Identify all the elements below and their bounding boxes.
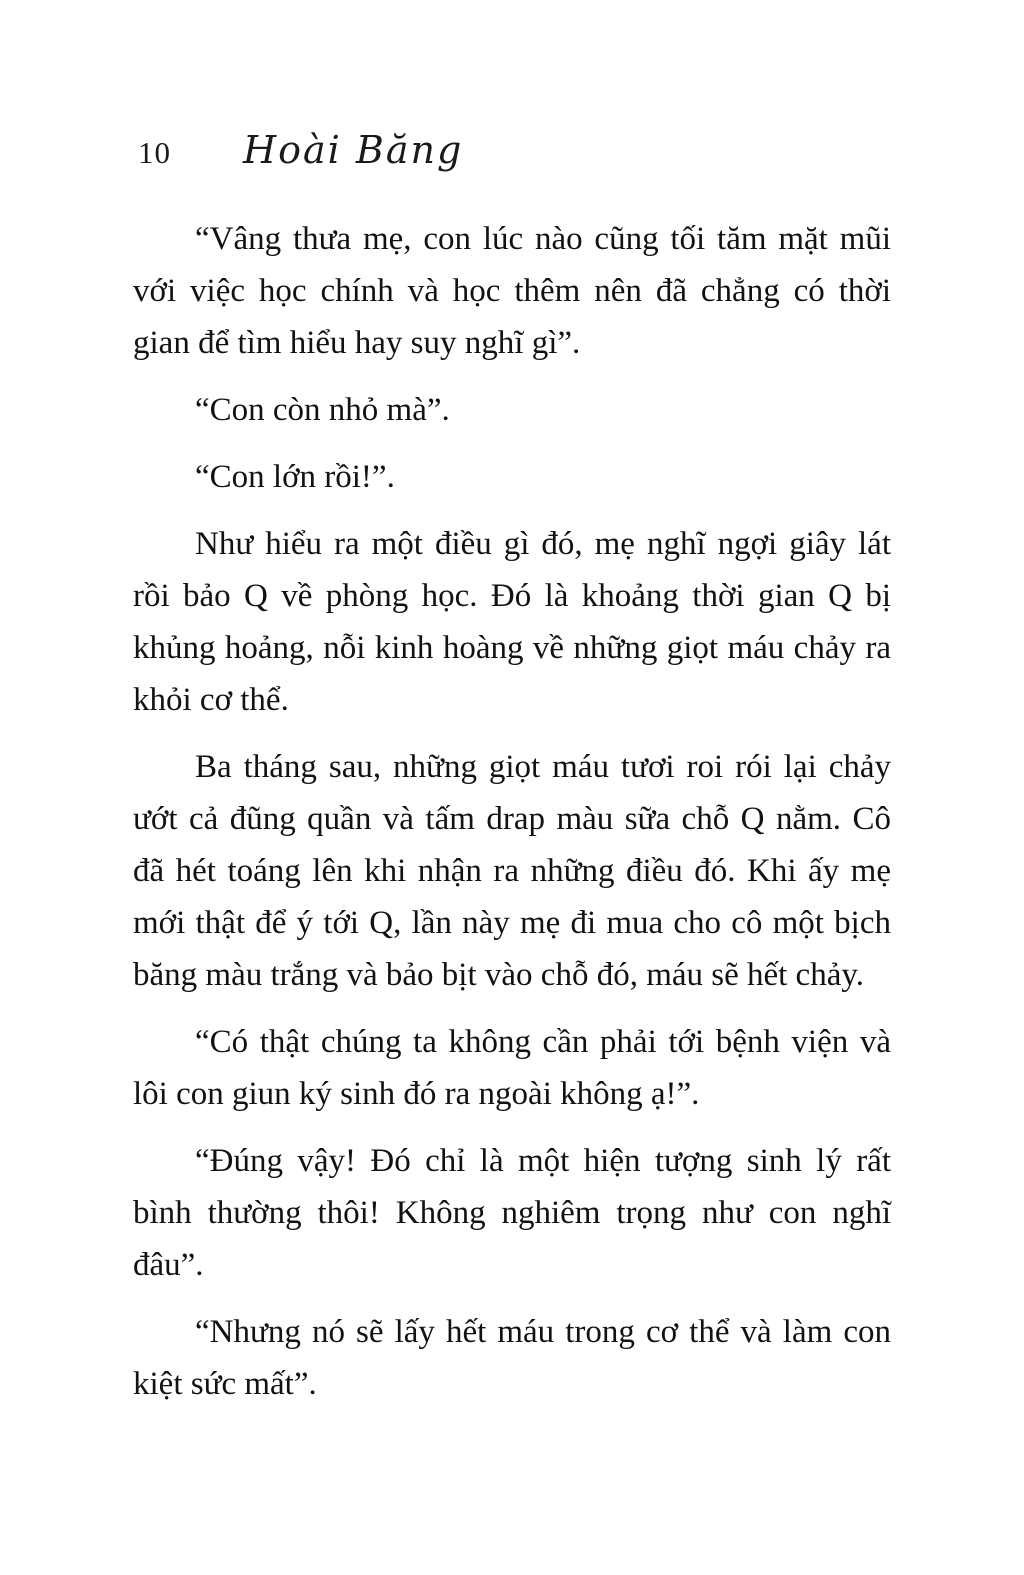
paragraph: “Có thật chúng ta không cần phải tới bệnh viện và lôi con giun ký sinh đó ra ngoài không ạ!”. [133, 1024, 891, 1112]
paragraph: Như hiểu ra một điều gì đó, mẹ nghĩ ngợi giây lát rồi bảo Q về phòng học. Đó là khoảng thời gian Q bị khủng hoảng, nỗi kinh hoàng về những giọt máu chảy ra khỏi cơ thể. [133, 526, 891, 718]
paragraph: “Nhưng nó sẽ lấy hết máu trong cơ thể và làm con kiệt sức mất”. [133, 1314, 891, 1402]
running-title: Hoài Băng [243, 128, 464, 172]
paragraph: Ba tháng sau, những giọt máu tươi roi rói lại chảy ướt cả đũng quần và tấm drap màu sữa chỗ Q nằm. Cô đã hét toáng lên khi nhận ra những điều đó. Khi ấy mẹ mới thật để ý tới Q, lần này mẹ đi mua cho cô một bịch băng màu trắng và bảo bịt vào chỗ đó, máu sẽ hết chảy. [133, 749, 891, 993]
page-number: 10 [138, 135, 171, 170]
paragraph: “Đúng vậy! Đó chỉ là một hiện tượng sinh lý rất bình thường thôi! Không nghiêm trọng như con nghĩ đâu”. [133, 1143, 891, 1283]
paragraph: “Con còn nhỏ mà”. [195, 392, 450, 428]
page-header [138, 128, 463, 172]
paragraph: “Vâng thưa mẹ, con lúc nào cũng tối tăm mặt mũi với việc học chính và học thêm nên đã chẳng có thời gian để tìm hiểu hay suy nghĩ gì”. [133, 221, 891, 361]
body-text [133, 213, 891, 1425]
paragraph: “Con lớn rồi!”. [195, 459, 395, 495]
